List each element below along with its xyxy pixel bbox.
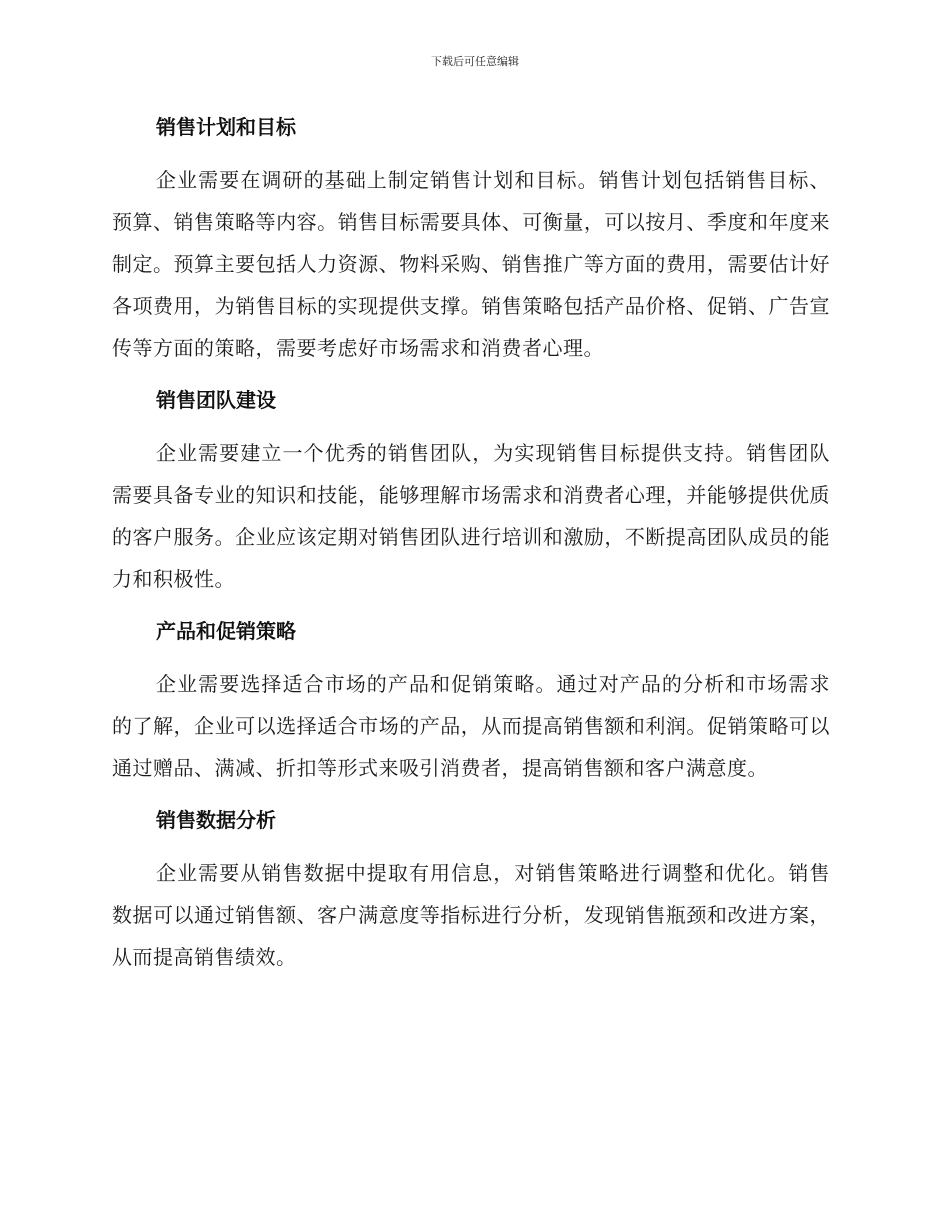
section-heading: 产品和促销策略: [156, 619, 296, 643]
section-heading: 销售数据分析: [156, 808, 276, 832]
document-body: [112, 106, 830, 988]
section-paragraph: 企业需要从销售数据中提取有用信息，对销售策略进行调整和优化。销售数据可以通过销售额、客户满意度等指标进行分析，发现销售瓶颈和改进方案，从而提高销售绩效。: [112, 861, 830, 969]
page-header: 下载后可任意编辑: [431, 55, 519, 68]
section-sales-data: [112, 799, 830, 978]
section-sales-plan: [112, 106, 830, 369]
section-sales-team: [112, 379, 830, 600]
section-product-promotion: [112, 610, 830, 789]
section-paragraph: 企业需要建立一个优秀的销售团队，为实现销售目标提供支持。销售团队需要具备专业的知识和技能，能够理解市场需求和消费者心理，并能够提供优质的客户服务。企业应该定期对销售团队进行培训和激励，不断提高团队成员的能力和积极性。: [112, 441, 830, 591]
section-paragraph: 企业需要在调研的基础上制定销售计划和目标。销售计划包括销售目标、预算、销售策略等内容。销售目标需要具体、可衡量，可以按月、季度和年度来制定。预算主要包括人力资源、物料采购、销售推广等方面的费用，需要估计好各项费用，为销售目标的实现提供支撑。销售策略包括产品价格、促销、广告宣传等方面的策略，需要考虑好市场需求和消费者心理。: [112, 168, 830, 360]
section-paragraph: 企业需要选择适合市场的产品和促销策略。通过对产品的分析和市场需求的了解，企业可以选择适合市场的产品，从而提高销售额和利润。促销策略可以通过赠品、满减、折扣等形式来吸引消费者，提高销售额和客户满意度。: [112, 672, 830, 780]
section-heading: 销售计划和目标: [156, 115, 296, 139]
section-heading: 销售团队建设: [156, 388, 276, 412]
